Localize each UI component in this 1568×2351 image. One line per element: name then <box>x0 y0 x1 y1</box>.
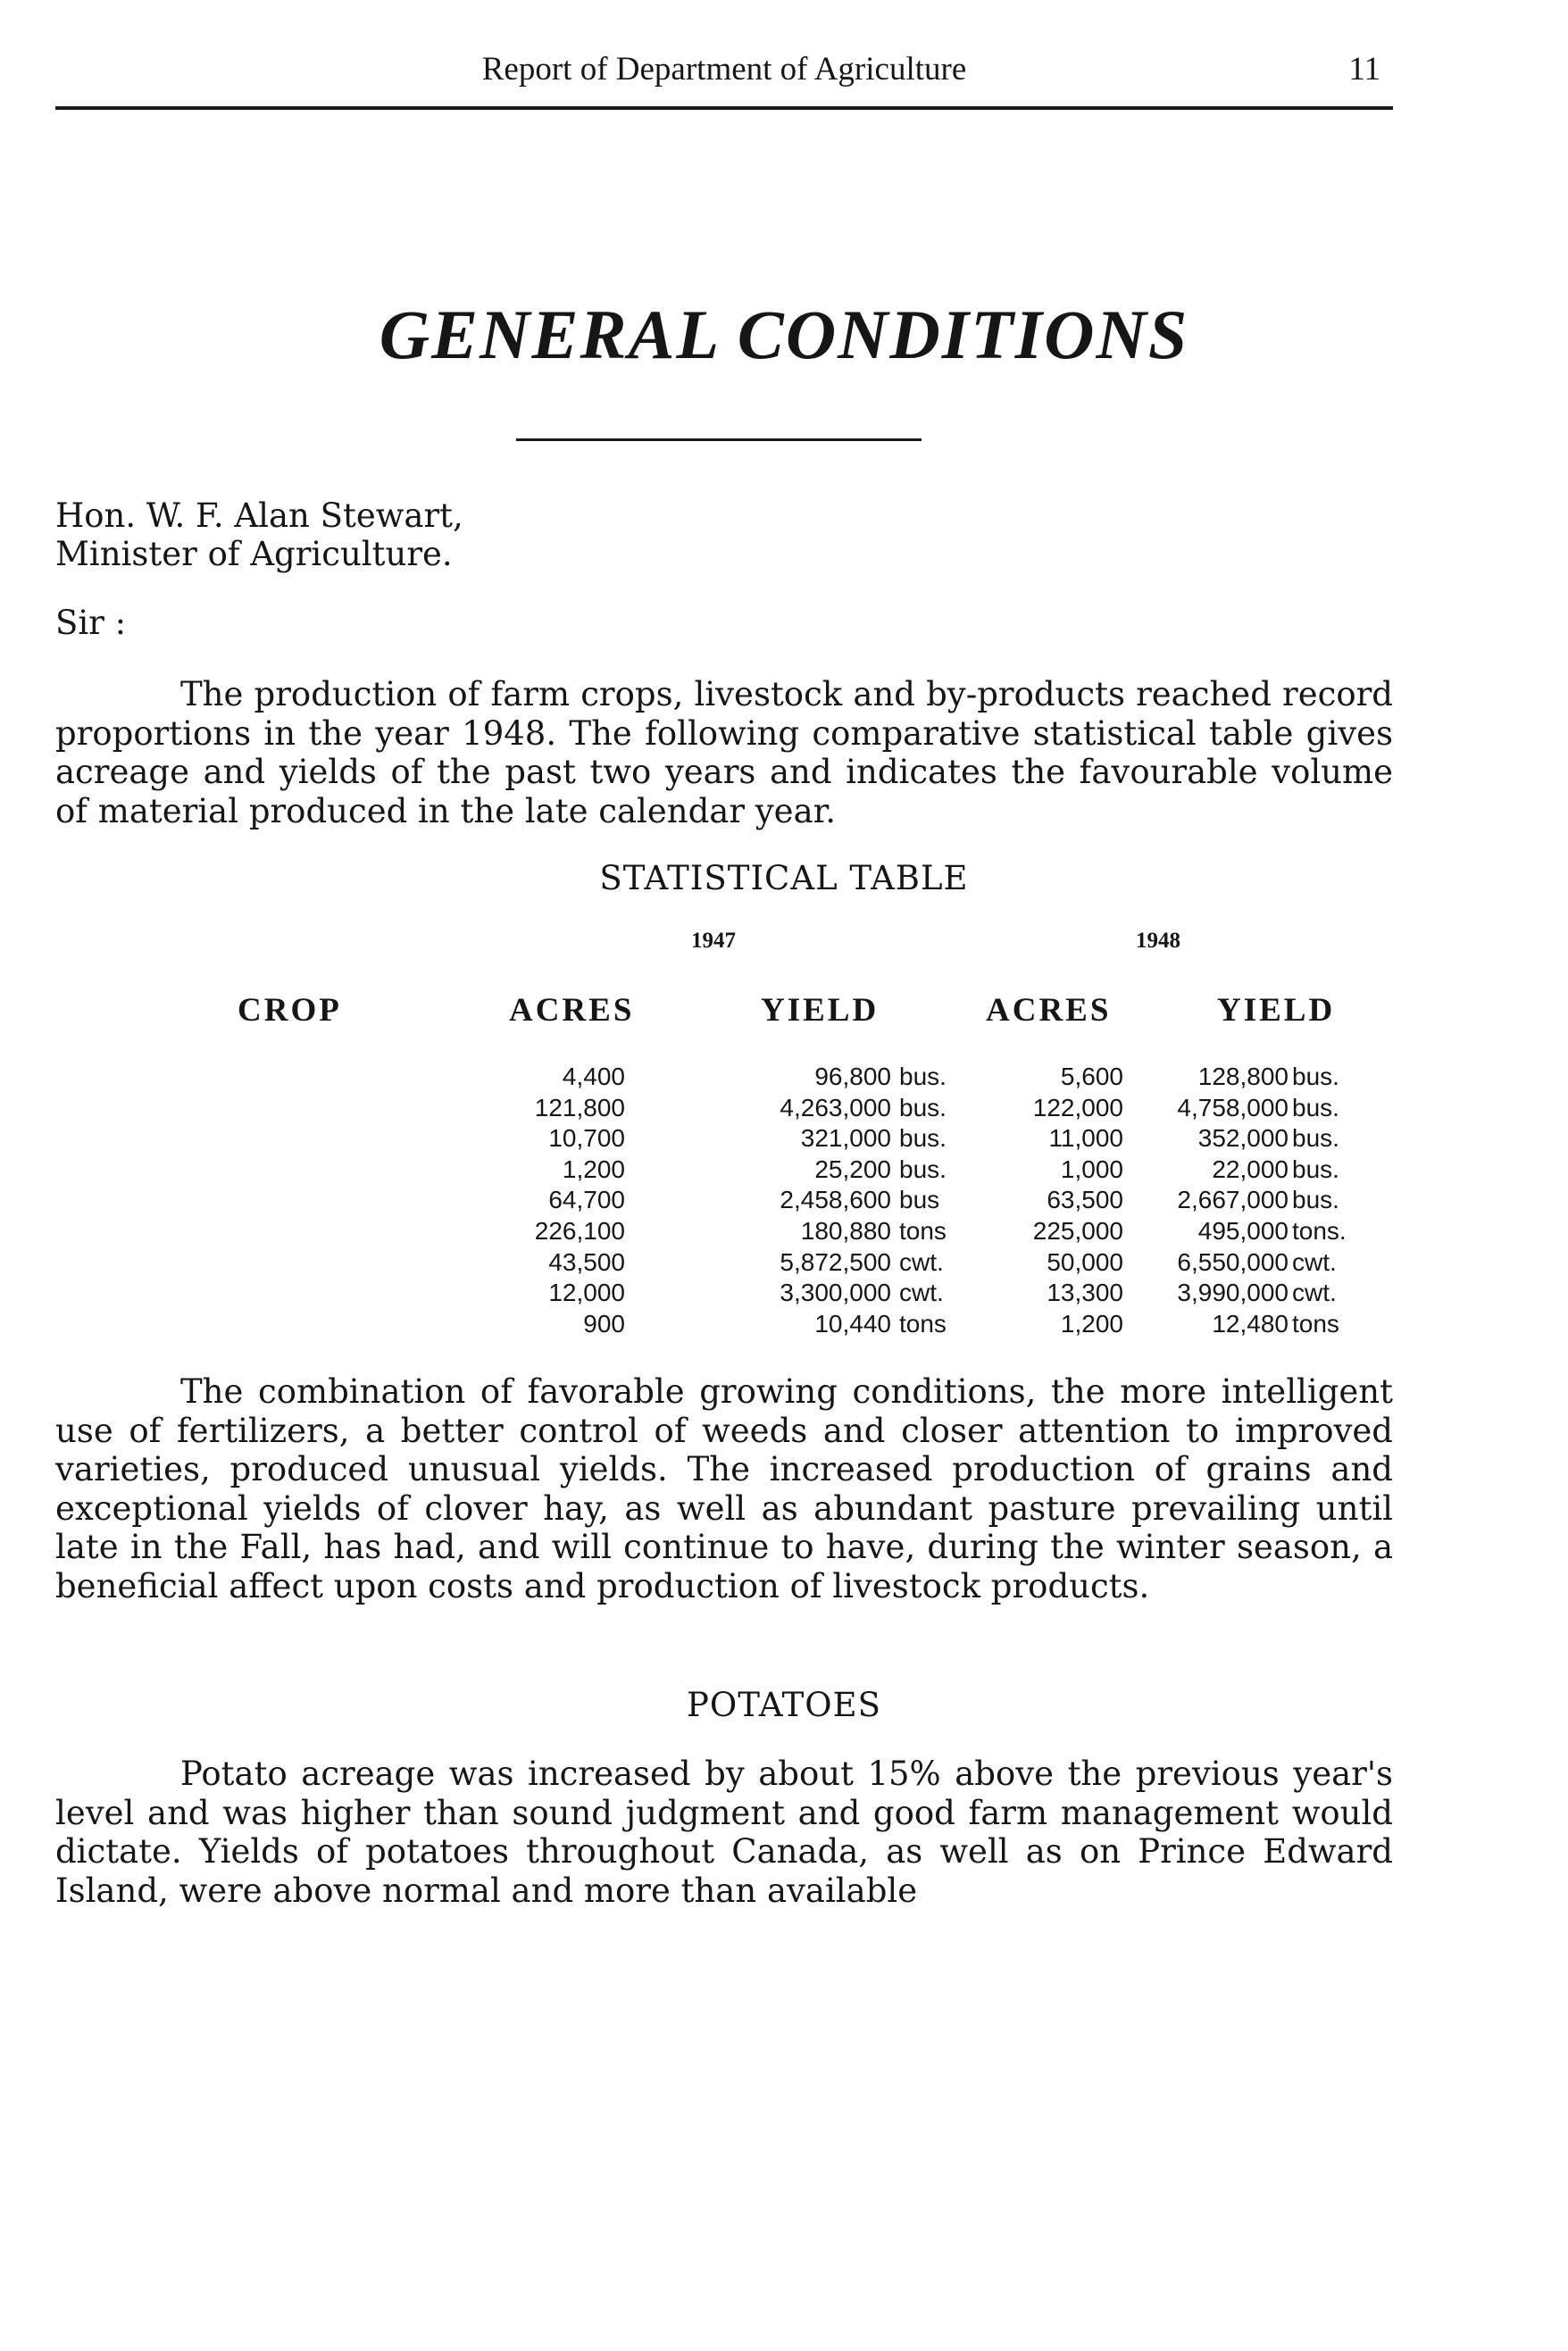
acres-1947-cell: 64,700 <box>548 1186 625 1214</box>
unit-1948-cell: bus. <box>1292 1186 1339 1214</box>
intro-paragraph-text: The production of farm crops, livestock and by-products reached record proportions in the year 1948. The following comparative statistical table gives acreage and yields of the past two years and indicates the favourable volume of material produced in the late calendar year. <box>55 675 1393 830</box>
second-paragraph-text: The combination of favorable growing conditions, the more intelligent use of fertilizers, a better control of weeds and closer attention to improved varieties, produced unusual yields. The increased production of grains and exceptional yields of clover hay, as well as abundant pasture prevailing until late in the Fall, has had, and will continue to have, during the winter season, a beneficial affect upon costs and production of livestock products. <box>55 1372 1393 1605</box>
acres-1948-cell: 63,500 <box>1047 1186 1123 1214</box>
acres-1948-cell: 1,000 <box>1060 1155 1123 1183</box>
unit-1948-cell: tons. <box>1292 1216 1347 1245</box>
year-1948-label: 1948 <box>1136 929 1180 953</box>
unit-1947-cell: cwt. <box>899 1279 944 1307</box>
acres-1948-cell: 122,000 <box>1032 1093 1123 1121</box>
greeting: Sir : <box>55 604 127 642</box>
yield-1947-cell: 10,440 <box>814 1309 891 1338</box>
acres-1948-cell: 225,000 <box>1032 1216 1123 1245</box>
page-number: 11 <box>1348 51 1380 88</box>
year-1947-label: 1947 <box>691 929 736 953</box>
yield-1947-cell: 321,000 <box>800 1124 891 1153</box>
acres-1947-cell: 4,400 <box>562 1063 625 1090</box>
column-header-crop: CROP <box>238 992 342 1029</box>
table-row <box>55 1217 1393 1248</box>
yield-1947-cell: 96,800 <box>814 1063 891 1090</box>
unit-1947-cell: bus. <box>899 1063 947 1090</box>
unit-1947-cell: bus. <box>899 1124 947 1153</box>
yield-1947-cell: 180,880 <box>800 1216 891 1245</box>
yield-1948-cell: 22,000 <box>1212 1155 1289 1183</box>
yield-1947-cell: 4,263,000 <box>780 1093 891 1121</box>
running-header <box>55 50 1393 95</box>
unit-1947-cell: tons <box>899 1216 947 1245</box>
table-title: STATISTICAL TABLE <box>599 859 969 897</box>
acres-1947-cell: 43,500 <box>548 1247 625 1276</box>
acres-1948-cell: 1,200 <box>1060 1309 1123 1338</box>
table-row <box>55 1063 1393 1094</box>
column-header-yield-1948: YIELD <box>1217 992 1336 1029</box>
unit-1948-cell: cwt. <box>1292 1279 1337 1307</box>
table-row <box>55 1094 1393 1125</box>
yield-1947-cell: 5,872,500 <box>780 1247 891 1276</box>
acres-1948-cell: 11,000 <box>1048 1124 1123 1153</box>
yield-1948-cell: 12,480 <box>1212 1309 1289 1338</box>
acres-1947-cell: 900 <box>583 1309 625 1338</box>
acres-1947-cell: 1,200 <box>562 1155 625 1183</box>
yield-1948-cell: 352,000 <box>1197 1124 1289 1153</box>
table-row <box>55 1155 1393 1187</box>
running-header-title: Report of Department of Agriculture <box>481 51 967 88</box>
addressee-position: Minister of Agriculture. <box>55 535 453 573</box>
yield-1948-cell: 2,667,000 <box>1177 1186 1289 1214</box>
table-row <box>55 1186 1393 1217</box>
potatoes-heading: POTATOES <box>687 1686 881 1724</box>
unit-1948-cell: bus. <box>1292 1155 1339 1183</box>
unit-1947-cell: bus. <box>899 1155 947 1183</box>
acres-1947-cell: 226,100 <box>534 1216 625 1245</box>
yield-1948-cell: 128,800 <box>1197 1063 1289 1090</box>
acres-1947-cell: 121,800 <box>534 1093 625 1121</box>
yield-1948-cell: 495,000 <box>1197 1216 1289 1245</box>
potatoes-paragraph-text: Potato acreage was increased by about 15% above the previous year's level and was higher than sound judgment and good farm management would dictate. Yields of potatoes throughout Canada, as well as on Prince Edward Island, were above normal and more than available <box>55 1755 1393 1910</box>
acres-1948-cell: 50,000 <box>1047 1247 1123 1276</box>
yield-1947-cell: 2,458,600 <box>780 1186 891 1214</box>
unit-1947-cell: tons <box>899 1309 947 1338</box>
header-rule <box>55 106 1393 110</box>
unit-1947-cell: bus <box>899 1186 940 1214</box>
table-row <box>55 1124 1393 1155</box>
table-row <box>55 1248 1393 1280</box>
column-header-yield-1947: YIELD <box>761 992 880 1029</box>
intro-paragraph <box>55 675 1393 830</box>
potatoes-paragraph <box>55 1755 1393 1910</box>
unit-1947-cell: cwt. <box>899 1247 944 1276</box>
unit-1948-cell: bus. <box>1292 1124 1339 1153</box>
yield-1948-cell: 6,550,000 <box>1177 1247 1289 1276</box>
unit-1948-cell: bus. <box>1292 1093 1339 1121</box>
table-row <box>55 1310 1393 1341</box>
yield-1948-cell: 3,990,000 <box>1177 1279 1289 1307</box>
title-rule <box>516 438 922 441</box>
yield-1947-cell: 3,300,000 <box>780 1279 891 1307</box>
second-paragraph <box>55 1372 1393 1605</box>
table-row <box>55 1279 1393 1310</box>
column-header-acres-1948: ACRES <box>986 992 1112 1029</box>
unit-1948-cell: tons <box>1292 1309 1339 1338</box>
unit-1948-cell: bus. <box>1292 1063 1339 1090</box>
yield-1948-cell: 4,758,000 <box>1177 1093 1289 1121</box>
acres-1947-cell: 12,000 <box>548 1279 625 1307</box>
acres-1947-cell: 10,700 <box>548 1124 625 1153</box>
addressee-name: Hon. W. F. Alan Stewart, <box>55 496 463 535</box>
column-header-acres-1947: ACRES <box>509 992 635 1029</box>
yield-1947-cell: 25,200 <box>814 1155 891 1183</box>
unit-1947-cell: bus. <box>899 1093 947 1121</box>
acres-1948-cell: 5,600 <box>1060 1063 1123 1090</box>
unit-1948-cell: cwt. <box>1292 1247 1337 1276</box>
statistical-table <box>55 1063 1393 1340</box>
acres-1948-cell: 13,300 <box>1047 1279 1123 1307</box>
page-title: GENERAL CONDITIONS <box>379 296 1189 373</box>
